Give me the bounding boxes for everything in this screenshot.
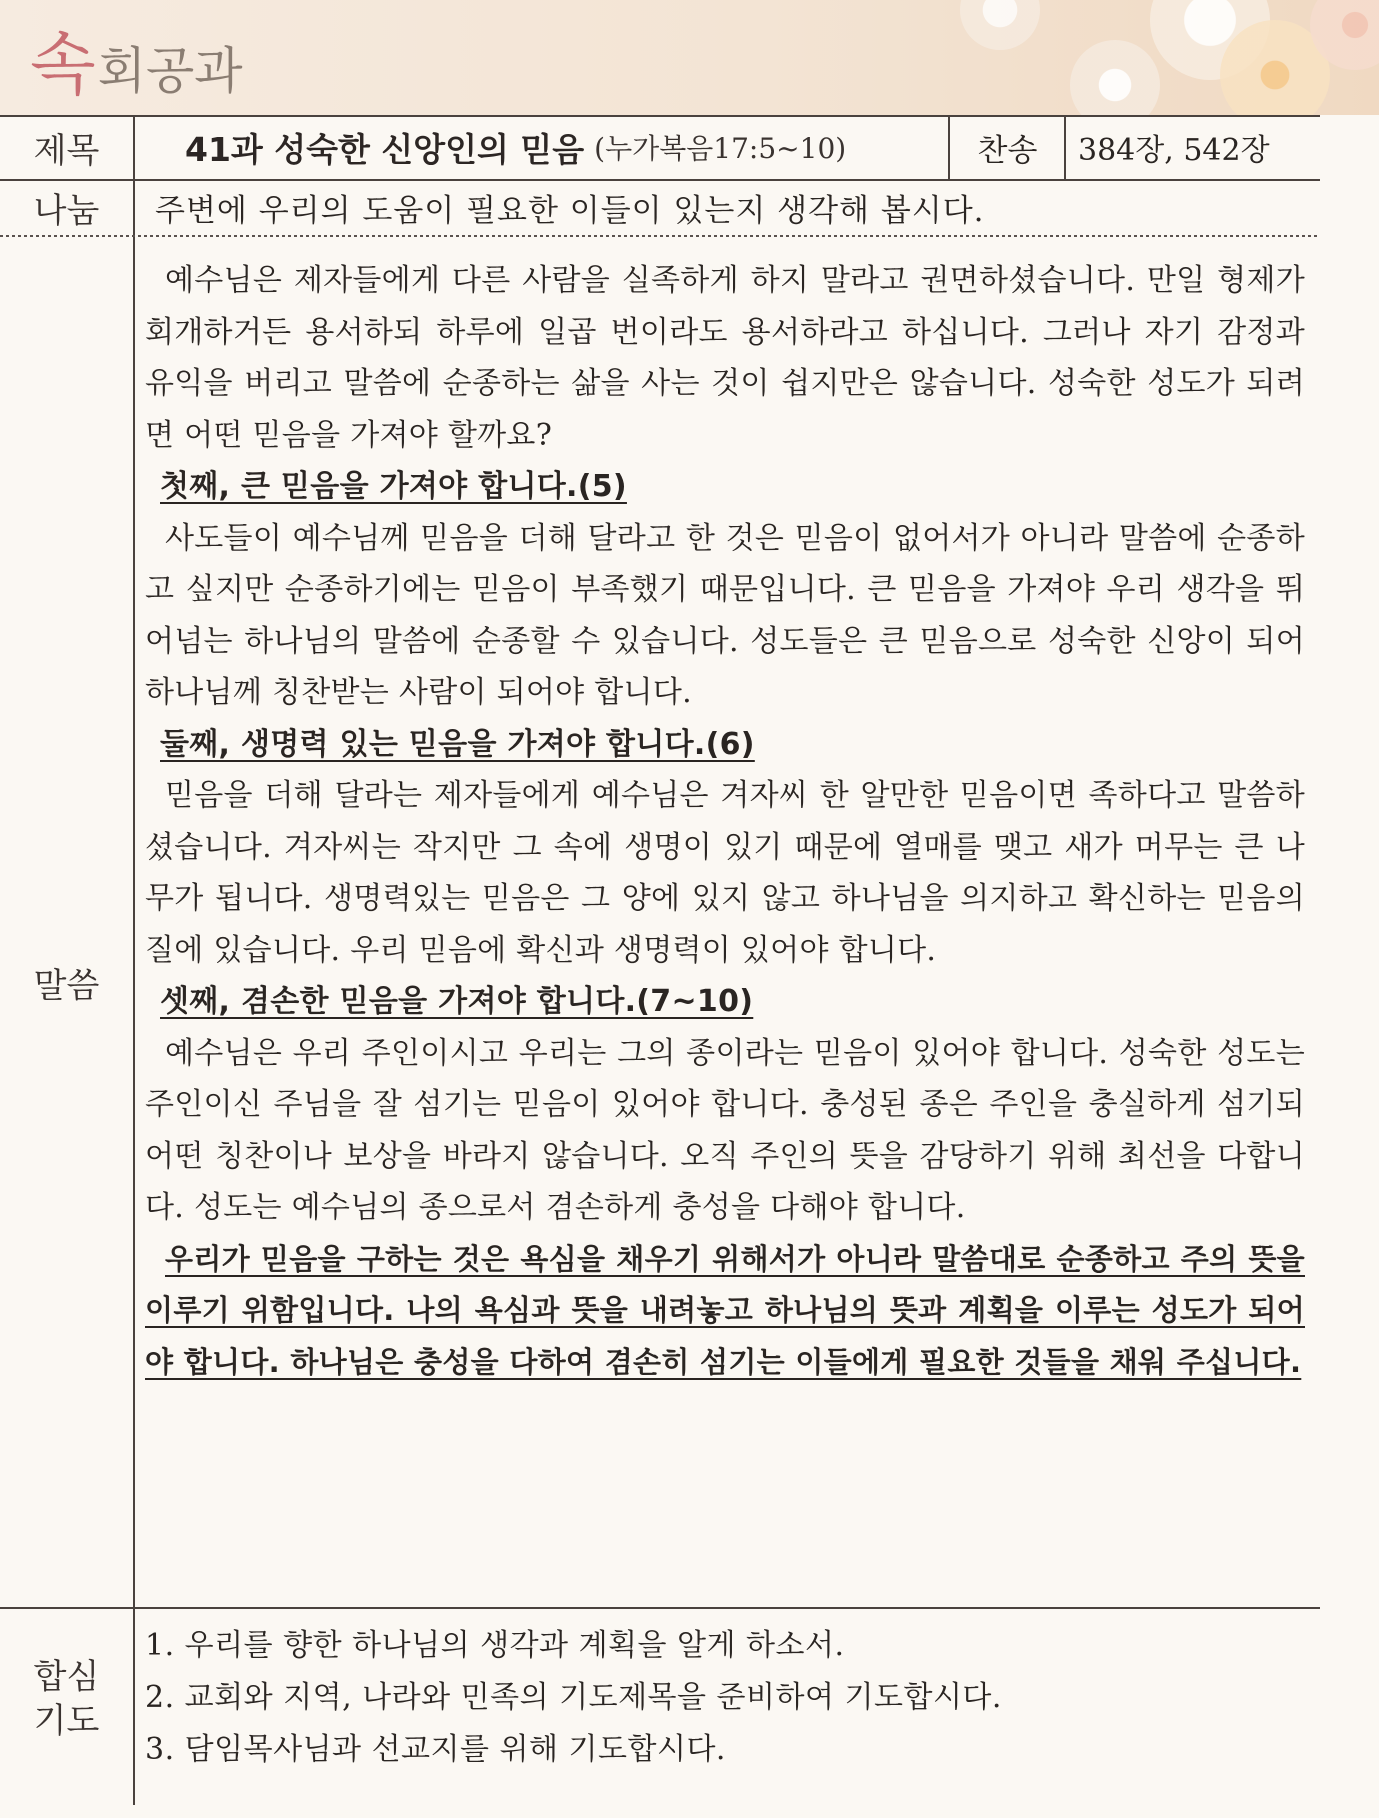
point-1-heading: 첫째, 큰 믿음을 가져야 합니다.(5) [160, 469, 627, 504]
prayer-item: 2. 교회와 지역, 나라와 민족의 기도제목을 준비하여 기도합시다. [145, 1680, 1002, 1715]
hymn-value: 384장, 542장 [1078, 133, 1270, 168]
scripture-reference: (누가복음17:5~10) [594, 132, 847, 165]
prayer-label-line1: 합심 [33, 1657, 100, 1697]
flower-decoration [1070, 40, 1160, 115]
point-2-heading: 둘째, 생명력 있는 믿음을 가져야 합니다.(6) [160, 726, 755, 762]
prayer-label [0, 1609, 133, 1789]
word-intro: 예수님은 제자들에게 다른 사람을 실족하게 하지 말라고 권면하셨습니다. 만일 형제가 회개하거든 용서하되 하루에 일곱 번이라도 용서하라고 하십니다. 그러나 자기 감정과 유익을 버리고 말씀에 순종하는 삶을 사는 것이 쉽지만은 않습니다. 성숙한 성도가 되려면 어떤 믿음을 가져야 할까요? [145, 263, 1305, 453]
header-title-rest: 회공과 [97, 42, 243, 100]
point-1-text: 사도들이 예수님께 믿음을 더해 달라고 한 것은 믿음이 없어서가 아니라 말씀에 순종하고 싶지만 순종하기에는 믿음이 부족했기 때문입니다. 큰 믿음을 가져야 우리 생각을 뛰어넘는 하나님의 말씀에 순종할 수 있습니다. 성도들은 큰 믿음으로 성숙한 신앙이 되어 하나님께 칭찬받는 사람이 되어야 합니다. [145, 520, 1305, 710]
lesson-sheet [0, 115, 1379, 1818]
flower-decoration [960, 0, 1040, 50]
point-3-text: 예수님은 우리 주인이시고 우리는 그의 종이라는 믿음이 있어야 합니다. 성숙한 성도는 주인이신 주님을 잘 섬기는 믿음이 있어야 합니다. 충성된 종은 주인을 충실하게 섬기되 어떤 칭찬이나 보상을 바라지 않습니다. 오직 주인의 뜻을 감당하기 위해 최선을 다합니다. 성도는 예수님의 종으로서 겸손하게 충성을 다해야 합니다. [145, 1035, 1305, 1225]
header-title-first-char: 속 [30, 26, 96, 105]
word-row-bottom-border [0, 1607, 1320, 1609]
hymn-label: 찬송 [977, 132, 1038, 169]
sharing-row-bottom-border [0, 235, 1320, 237]
prayer-label-line2: 기도 [33, 1701, 100, 1741]
header-band [0, 0, 1379, 115]
word-body [145, 255, 1305, 1388]
prayer-list [145, 1620, 1305, 1776]
title-label: 제목 [33, 130, 100, 171]
lesson-title [185, 115, 846, 179]
label-column-divider [133, 115, 135, 1805]
sharing-text: 주변에 우리의 도움이 필요한 이들이 있는지 생각해 봅시다. [155, 192, 985, 229]
hymn-divider-right [1064, 115, 1066, 179]
prayer-item: 1. 우리를 향한 하나님의 생각과 계획을 알게 하소서. [145, 1628, 845, 1663]
lesson-title-text: 41과 성숙한 신앙인의 믿음 [185, 129, 585, 169]
word-label: 말씀 [33, 965, 100, 1006]
sharing-label: 나눔 [33, 190, 100, 231]
point-2-text: 믿음을 더해 달라는 제자들에게 예수님은 겨자씨 한 알만한 믿음이면 족하다고 말씀하셨습니다. 겨자씨는 작지만 그 속에 생명이 있기 때문에 열매를 맺고 새가 머무는 큰 나무가 됩니다. 생명력있는 믿음은 그 양에 있지 않고 하나님을 의지하고 확신하는 믿음의 질에 있습니다. 우리 믿음에 확신과 생명력이 있어야 합니다. [145, 778, 1305, 968]
header-title [30, 10, 243, 105]
word-conclusion: 우리가 믿음을 구하는 것은 욕심을 채우기 위해서가 아니라 말씀대로 순종하고 주의 뜻을 이루기 위함입니다. 나의 욕심과 뜻을 내려놓고 하나님의 뜻과 계획을 이루는 성도가 되어야 합니다. 하나님은 충성을 다하여 겸손히 섬기는 이들에게 필요한 것들을 채워 주십니다. [145, 1241, 1305, 1379]
point-3-heading: 셋째, 겸손한 믿음을 가져야 합니다.(7~10) [160, 984, 754, 1019]
prayer-item: 3. 담임목사님과 선교지를 위해 기도합시다. [145, 1732, 726, 1767]
